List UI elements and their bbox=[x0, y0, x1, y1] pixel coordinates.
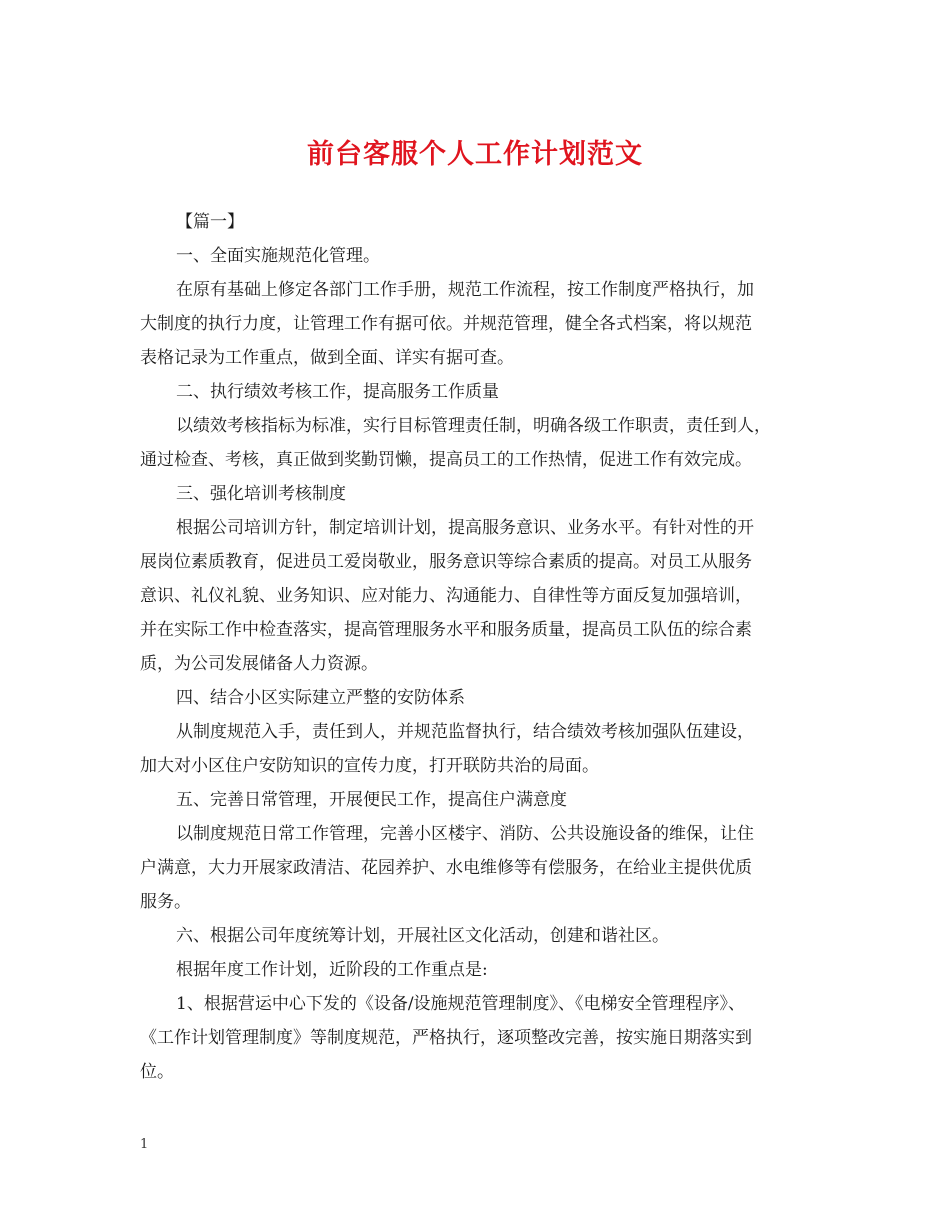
text-line: 1、根据营运中心下发的《设备/设施规范管理制度》、《电梯安全管理程序》、 bbox=[176, 994, 746, 1014]
document-body bbox=[140, 205, 820, 1089]
text-line: 一、全面实施规范化管理。 bbox=[176, 246, 380, 266]
text-line: 服务。 bbox=[140, 892, 191, 912]
text-line: 五、完善日常管理，开展便民工作，提高住户满意度 bbox=[176, 790, 567, 810]
text-line: 【篇一】 bbox=[176, 212, 244, 232]
text-line: 在原有基础上修定各部门工作手册，规范工作流程，按工作制度严格执行，加 bbox=[176, 280, 754, 300]
text-line: 以制度规范日常工作管理，完善小区楼宇、消防、公共设施设备的维保，让住 bbox=[176, 824, 754, 844]
text-line: 从制度规范入手，责任到人，并规范监督执行，结合绩效考核加强队伍建设， bbox=[176, 722, 754, 742]
text-line: 四、结合小区实际建立严整的安防体系 bbox=[176, 688, 465, 708]
text-line: 质，为公司发展储备人力资源。 bbox=[140, 654, 378, 674]
text-line: 加大对小区住户安防知识的宣传力度，打开联防共治的局面。 bbox=[140, 756, 599, 776]
text-line: 大制度的执行力度，让管理工作有据可依。并规范管理，健全各式档案，将以规范 bbox=[140, 314, 752, 334]
text-line: 二、执行绩效考核工作，提高服务工作质量 bbox=[176, 382, 499, 402]
text-line: 六、根据公司年度统筹计划，开展社区文化活动，创建和谐社区。 bbox=[176, 926, 669, 946]
text-line: 意识、礼仪礼貌、业务知识、应对能力、沟通能力、自律性等方面反复加强培训， bbox=[140, 586, 752, 606]
text-line: 表格记录为工作重点，做到全面、详实有据可查。 bbox=[140, 348, 514, 368]
page-number: 1 bbox=[140, 1137, 149, 1152]
text-line: 通过检查、考核，真正做到奖勤罚懒，提高员工的工作热情，促进工作有效完成。 bbox=[140, 450, 752, 470]
text-line: 户满意，大力开展家政清洁、花园养护、水电维修等有偿服务，在给业主提供优质 bbox=[140, 858, 752, 878]
text-line: 展岗位素质教育，促进员工爱岗敬业，服务意识等综合素质的提高。对员工从服务 bbox=[140, 552, 752, 572]
text-line: 以绩效考核指标为标准，实行目标管理责任制，明确各级工作职责，责任到人， bbox=[176, 416, 771, 436]
text-line: 根据公司培训方针，制定培训计划，提高服务意识、业务水平。有针对性的开 bbox=[176, 518, 754, 538]
document-title: 前台客服个人工作计划范文 bbox=[307, 139, 643, 170]
text-line: 《工作计划管理制度》等制度规范，严格执行，逐项整改完善，按实施日期落实到 bbox=[140, 1028, 752, 1048]
text-line: 并在实际工作中检查落实，提高管理服务水平和服务质量，提高员工队伍的综合素 bbox=[140, 620, 752, 640]
text-line: 三、强化培训考核制度 bbox=[176, 484, 346, 504]
text-line: 位。 bbox=[140, 1062, 174, 1082]
text-line: 根据年度工作计划，近阶段的工作重点是: bbox=[176, 960, 488, 980]
